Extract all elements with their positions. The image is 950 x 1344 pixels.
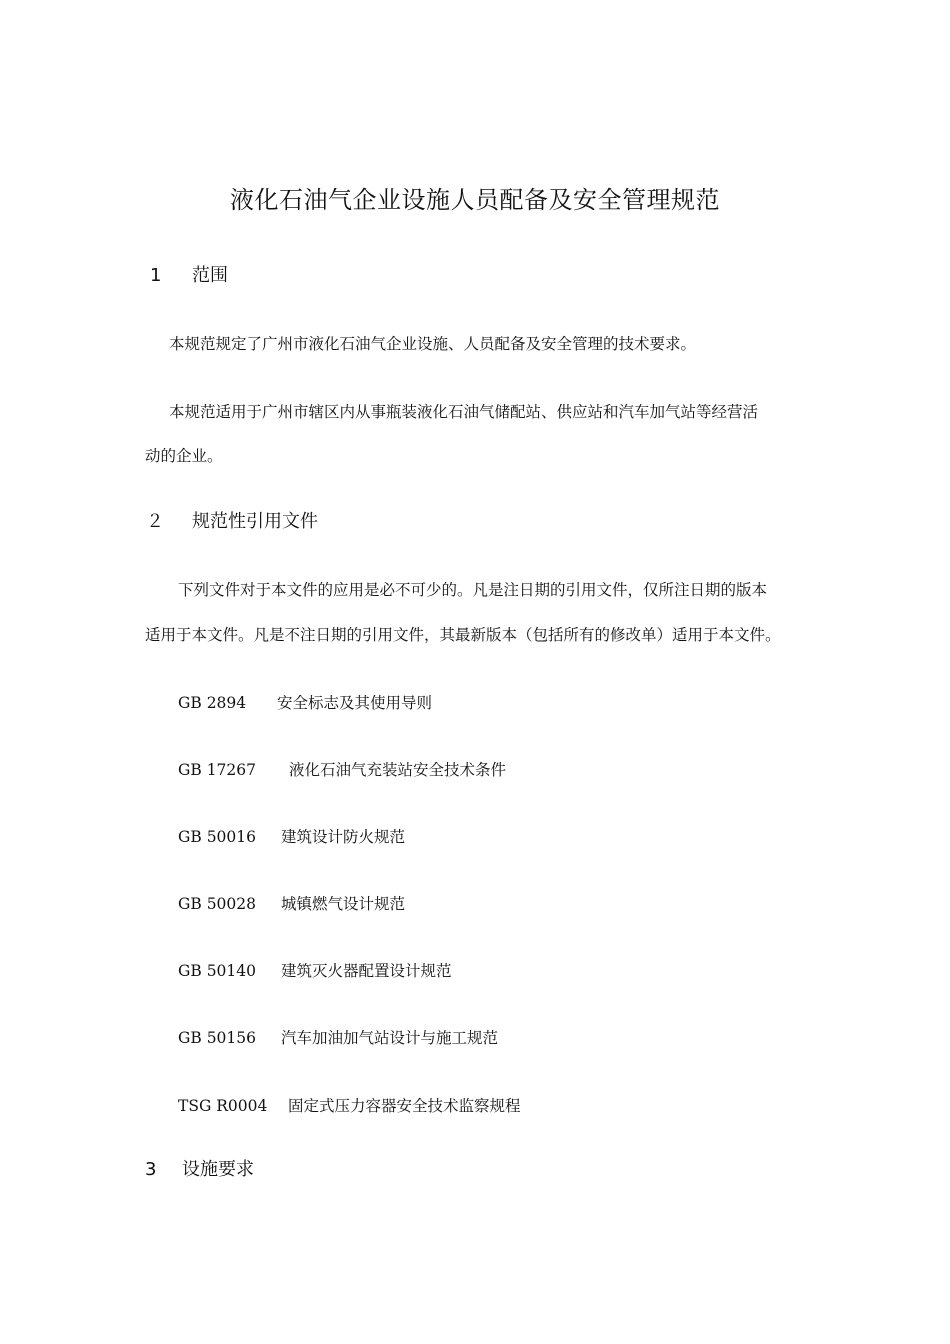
reference-code: TSG R0004 (178, 1097, 268, 1115)
reference-code: GB 50140 (178, 962, 257, 980)
paragraph-line: 适用于本文件。凡是不注日期的引用文件，其最新版本（包括所有的修改单）适用于本文件。 (145, 626, 781, 644)
reference-code: GB 50028 (178, 895, 257, 913)
paragraph-line: 下列文件对于本文件的应用是必不可少的。凡是注日期的引用文件，仅所注日期的版本 (178, 581, 768, 599)
reference-code: GB 50016 (178, 828, 257, 846)
paragraph-line: 动的企业。 (145, 447, 223, 465)
reference-title: 液化石油气充装站安全技术条件 (289, 761, 507, 779)
reference-code: GB 17267 (178, 761, 257, 779)
reference-title: 汽车加油加气站设计与施工规范 (281, 1029, 499, 1047)
reference-code: GB 50156 (178, 1029, 257, 1047)
reference-code: GB 2894 (178, 694, 247, 712)
section-title: 设施要求 (182, 1159, 254, 1180)
reference-title: 固定式压力容器安全技术监察规程 (288, 1097, 521, 1115)
section-number: ２ (146, 511, 164, 532)
paragraph-line: 本规范规定了广州市液化石油气企业设施、人员配备及安全管理的技术要求。 (169, 335, 697, 353)
section-title: 范围 (192, 265, 228, 286)
section-number: 1 (150, 265, 162, 286)
reference-title: 城镇燃气设计规范 (281, 895, 406, 913)
reference-title: 建筑灭火器配置设计规范 (281, 962, 452, 980)
paragraph-line: 本规范适用于广州市辖区内从事瓶装液化石油气储配站、供应站和汽车加气站等经营活 (169, 403, 759, 421)
section-number: 3 (145, 1159, 157, 1180)
document-title: 液化石油气企业设施人员配备及安全管理规范 (230, 186, 720, 214)
section-title: 规范性引用文件 (192, 511, 318, 532)
reference-title: 安全标志及其使用导则 (277, 694, 433, 712)
reference-title: 建筑设计防火规范 (281, 828, 406, 846)
